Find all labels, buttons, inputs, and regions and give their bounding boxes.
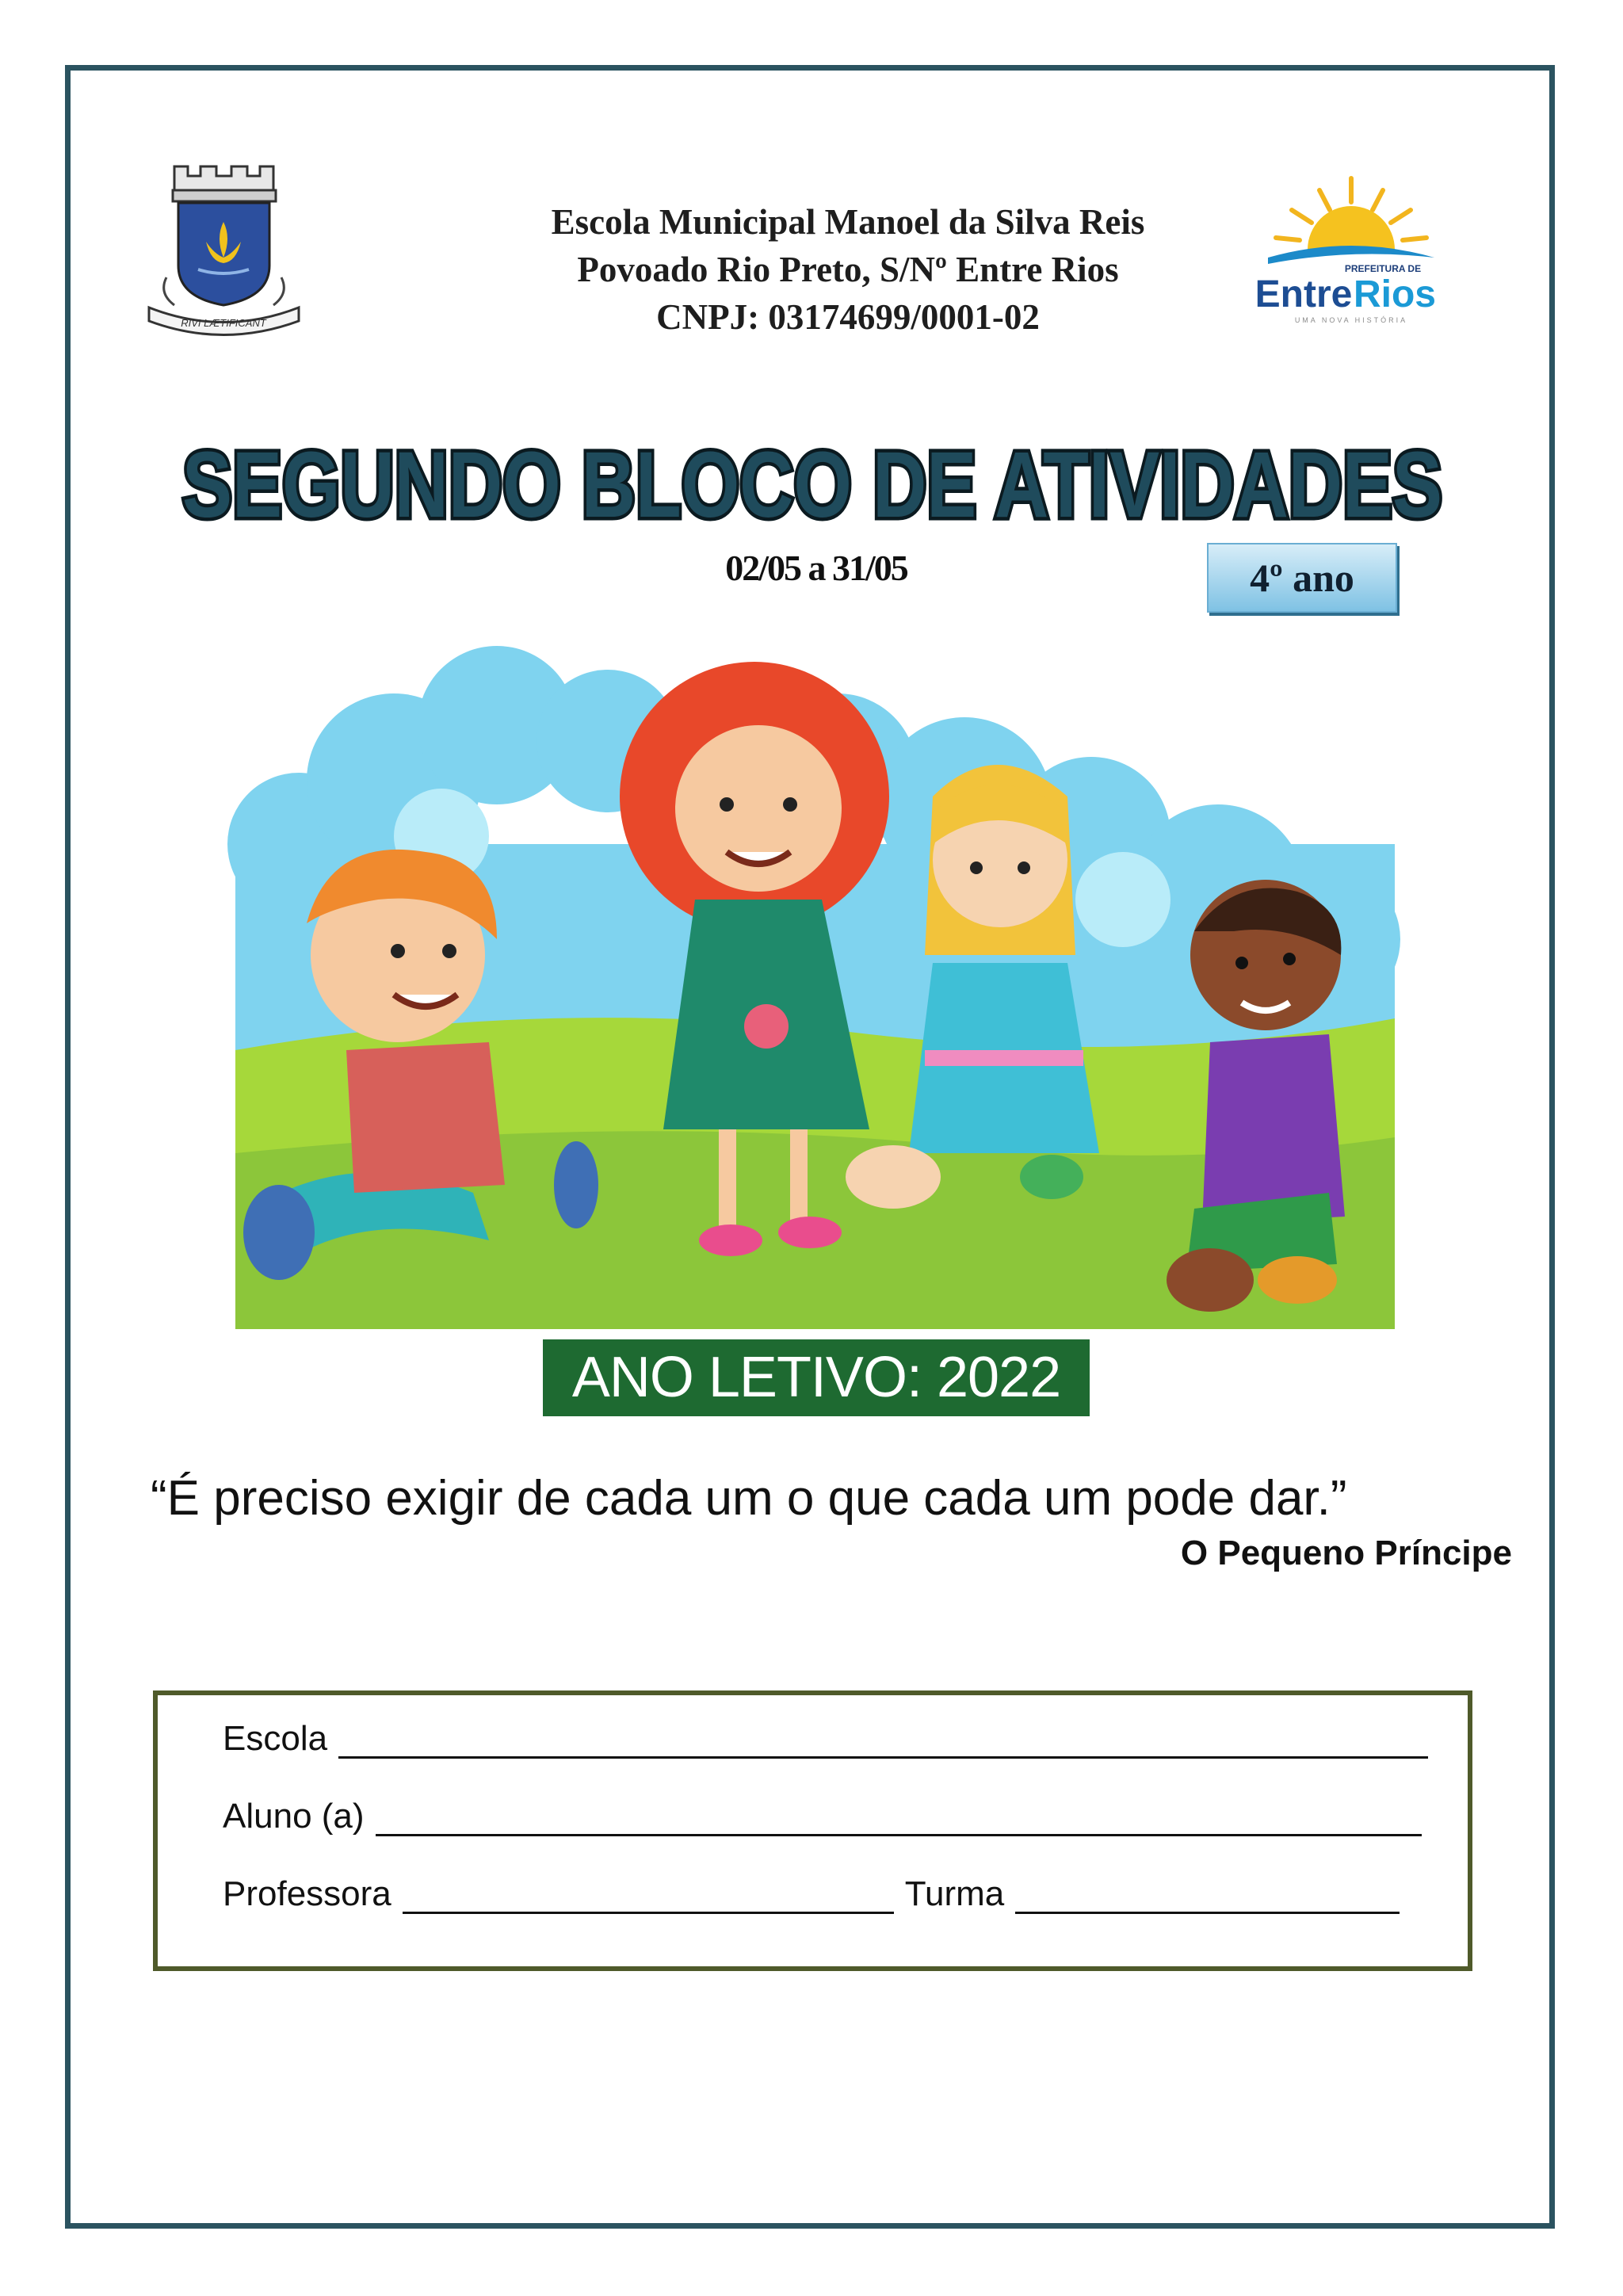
school-label: Escola [223,1719,328,1758]
class-label: Turma [904,1874,1005,1913]
student-label: Aluno (a) [223,1797,365,1836]
activity-dates: 02/05 a 31/05 [725,548,907,588]
student-row [223,1789,1422,1836]
prefeitura-small-text: PREFEITURA DE [1344,263,1422,274]
prefeitura-name-entre: Entre [1254,273,1353,315]
quote-author: O Pequeno Príncipe [1180,1534,1512,1572]
main-title [174,428,1450,539]
school-name: Escola Municipal Manoel da Silva Reis [551,202,1145,242]
teacher-label: Professora [223,1874,391,1913]
teacher-class-row [223,1866,1400,1914]
grade-badge: 4º ano [1207,543,1397,613]
school-address: Povoado Rio Preto, S/Nº Entre Rios [577,250,1119,289]
school-input-line[interactable] [338,1721,1428,1759]
prefeitura-name-rios: Rios [1353,273,1437,315]
quote-text: “É preciso exigir de cada um o que cada um pode dar.” [151,1471,1347,1526]
student-input-line[interactable] [376,1799,1422,1836]
school-cnpj: CNPJ: 03174699/0001-02 [656,297,1040,337]
prefeitura-logo [1244,170,1458,329]
teacher-input-line[interactable] [403,1877,894,1914]
class-input-line[interactable] [1015,1877,1400,1914]
children-playing-illustration [235,638,1395,1329]
school-year-banner: ANO LETIVO: 2022 [543,1339,1090,1416]
student-info-form [153,1690,1472,1971]
prefeitura-tagline: UMA NOVA HISTÓRIA [1294,316,1408,324]
coat-of-arms-icon [143,159,305,349]
coat-motto-text: RIVI LÆTIFICANT [181,317,266,329]
main-title-text: SEGUNDO BLOCO DE ATIVIDADES [182,433,1442,537]
school-header [333,198,1363,341]
school-row [223,1711,1428,1759]
